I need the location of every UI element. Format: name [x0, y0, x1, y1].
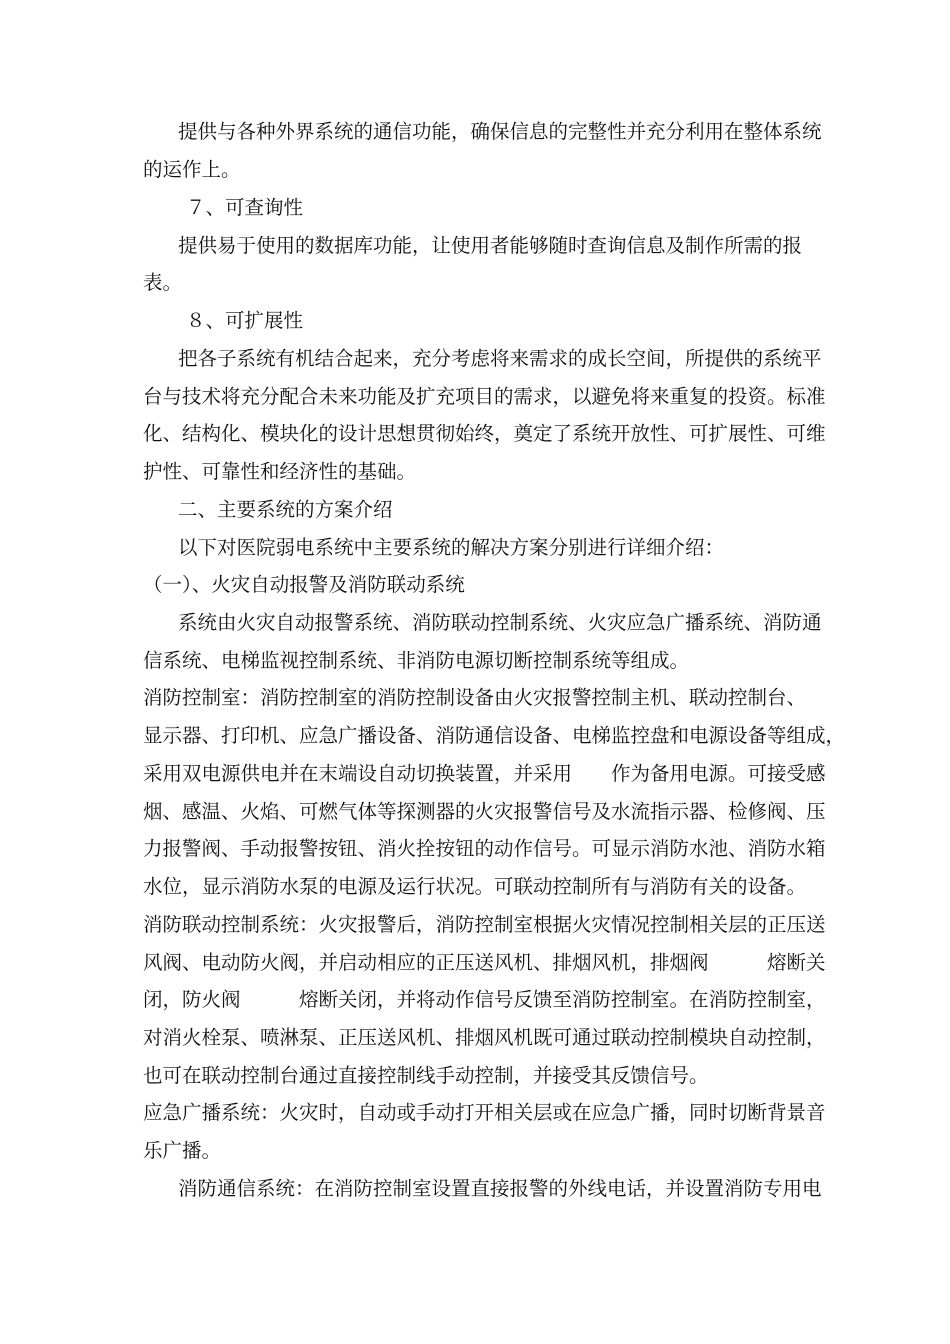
paragraph-line: 水位，显示消防水泵的电源及运行状况。可联动控制所有与消防有关的设备。 [143, 875, 807, 898]
paragraph-line: 表。 [143, 271, 183, 294]
paragraph-line: 台与技术将充分配合未来功能及扩充项目的需求，以避免将来重复的投资。标准 [143, 385, 826, 408]
paragraph-line: 护性、可靠性和经济性的基础。 [143, 460, 417, 483]
paragraph-line: 系统由火灾自动报警系统、消防联动控制系统、火灾应急广播系统、消防通 [178, 611, 822, 634]
paragraph-line: 乐广播。 [143, 1139, 222, 1162]
paragraph-line: 以下对医院弱电系统中主要系统的解决方案分别进行详细介绍： [178, 536, 725, 559]
paragraph-line: 闭，防火阀 熔断关闭，并将动作信号反馈至消防控制室。在消防控制室， [143, 988, 826, 1011]
paragraph-line: 消防联动控制系统：火灾报警后，消防控制室根据火灾情况控制相关层的正压送 [143, 913, 826, 936]
paragraph-line: 化、结构化、模块化的设计思想贯彻始终，奠定了系统开放性、可扩展性、可维 [143, 422, 826, 445]
paragraph-line: 的运作上。 [143, 158, 241, 181]
paragraph-line: 烟、感温、火焰、可燃气体等探测器的火灾报警信号及水流指示器、检修阀、压 [143, 800, 826, 823]
paragraph-line: 也可在联动控制台通过直接控制线手动控制，并接受其反馈信号。 [143, 1064, 709, 1087]
paragraph-line: 提供易于使用的数据库功能，让使用者能够随时查询信息及制作所需的报 [178, 234, 803, 257]
paragraph-line: 把各子系统有机结合起来，充分考虑将来需求的成长空间，所提供的系统平 [178, 347, 822, 370]
subsection-heading: （一）、火灾自动报警及消防联动系统 [143, 573, 465, 596]
paragraph-line: 提供与各种外界系统的通信功能，确保信息的完整性并充分利用在整体系统 [178, 120, 822, 143]
paragraph-line: 消防通信系统：在消防控制室设置直接报警的外线电话，并设置消防专用电 [178, 1177, 822, 1200]
section-heading: ７、可查询性 [186, 196, 304, 219]
paragraph-line: 力报警阀、手动报警按钮、消火拴按钮的动作信号。可显示消防水池、消防水箱 [143, 837, 826, 860]
section-heading: ８、可扩展性 [186, 309, 304, 332]
paragraph-line: 显示器、打印机、应急广播设备、消防通信设备、电梯监控盘和电源设备等组成， [143, 724, 846, 747]
paragraph-line: 采用双电源供电并在末端设自动切换装置，并采用 作为备用电源。可接受感 [143, 762, 826, 785]
paragraph-line: 应急广播系统：火灾时，自动或手动打开相关层或在应急广播，同时切断背景音 [143, 1101, 826, 1124]
paragraph-line: 风阀、电动防火阀，并启动相应的正压送风机、排烟风机，排烟阀 熔断关 [143, 951, 826, 974]
paragraph-line: 信系统、电梯监视控制系统、非消防电源切断控制系统等组成。 [143, 649, 690, 672]
paragraph-line: 消防控制室：消防控制室的消防控制设备由火灾报警控制主机、联动控制台、 [143, 686, 807, 709]
chapter-heading: 二、主要系统的方案介绍 [178, 498, 393, 521]
paragraph-line: 对消火栓泵、喷淋泵、正压送风机、排烟风机既可通过联动控制模块自动控制， [143, 1026, 826, 1049]
